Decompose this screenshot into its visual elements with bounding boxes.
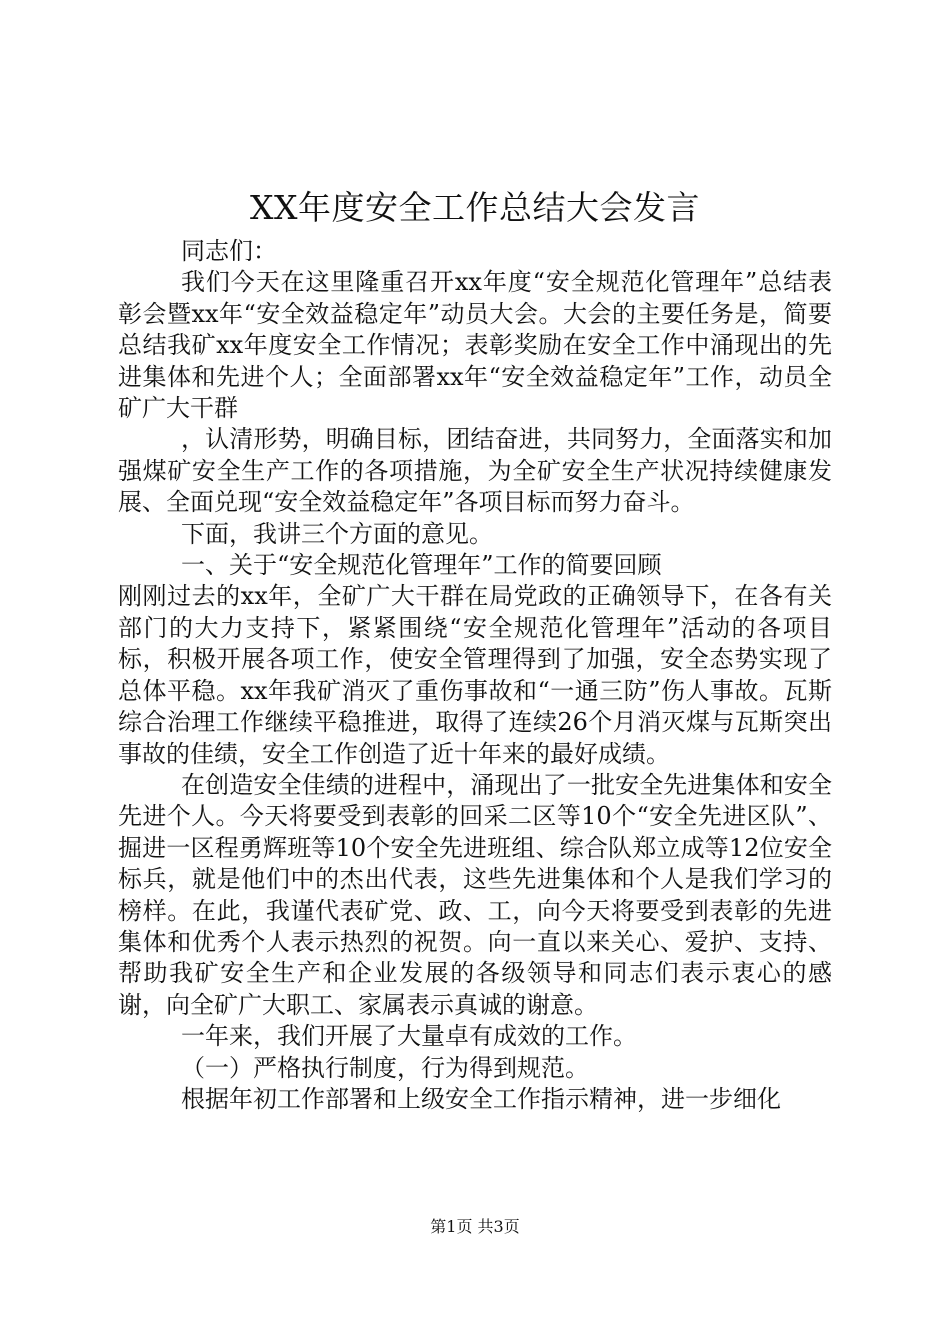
body-paragraph: 一年来，我们开展了大量卓有成效的工作。: [181, 1022, 637, 1051]
section-heading: 一、关于“安全规范化管理年”工作的简要回顾: [181, 551, 662, 580]
body-paragraph: 在创造安全佳绩的进程中，涌现出了一批安全先进集体和安全先进个人。今天将要受到表彰的回采二区等10个“安全先进区队”、掘进一区程勇辉班等10个安全先进班组、综合队郑立成等12位安全标兵，就是他们中的杰出代表，这些先进集体和个人是我们学习的榜样。在此，我谨代表矿党、政、工，向今天将要受到表彰的先进集体和优秀个人表示热烈的祝贺。向一直以来关心、爱护、支持、帮助我矿安全生产和企业发展的各级领导和同志们表示衷心的感谢，向全矿广大职工、家属表示真诚的谢意。: [118, 770, 832, 1019]
salutation-paragraph: 同志们：: [181, 237, 277, 265]
body-paragraph: 我们今天在这里隆重召开xx年度“安全规范化管理年”总结表彰会暨xx年“安全效益稳定年”动员大会。大会的主要任务是，简要总结我矿xx年度安全工作情况；表彰奖励在安全工作中涌现出的先进集体和先进个人；全面部署xx年“安全效益稳定年”工作，动员全矿广大干群: [118, 268, 832, 423]
document-title: XX年度安全工作总结大会发言: [250, 188, 700, 227]
document-body: [118, 236, 832, 1115]
subsection-heading: （一）严格执行制度，行为得到规范。: [181, 1053, 589, 1082]
page-footer: 第1页 共3页: [430, 1217, 520, 1236]
body-paragraph: ，认清形势，明确目标，团结奋进，共同努力，全面落实和加强煤矿安全生产工作的各项措施，为全矿安全生产状况持续健康发展、全面兑现“安全效益稳定年”各项目标而努力奋斗。: [118, 425, 832, 517]
body-paragraph: 根据年初工作部署和上级安全工作指示精神，进一步细化: [181, 1084, 781, 1113]
body-paragraph: 刚刚过去的xx年，全矿广大干群在局党政的正确领导下，在各有关部门的大力支持下，紧紧围绕“安全规范化管理年”活动的各项目标，积极开展各项工作，使安全管理得到了加强，安全态势实现了总体平稳。xx年我矿消灭了重伤事故和“一通三防”伤人事故。瓦斯综合治理工作继续平稳推进，取得了连续26个月消灭煤与瓦斯突出事故的佳绩，安全工作创造了近十年来的最好成绩。: [118, 582, 832, 768]
body-paragraph: 下面，我讲三个方面的意见。: [181, 519, 493, 548]
